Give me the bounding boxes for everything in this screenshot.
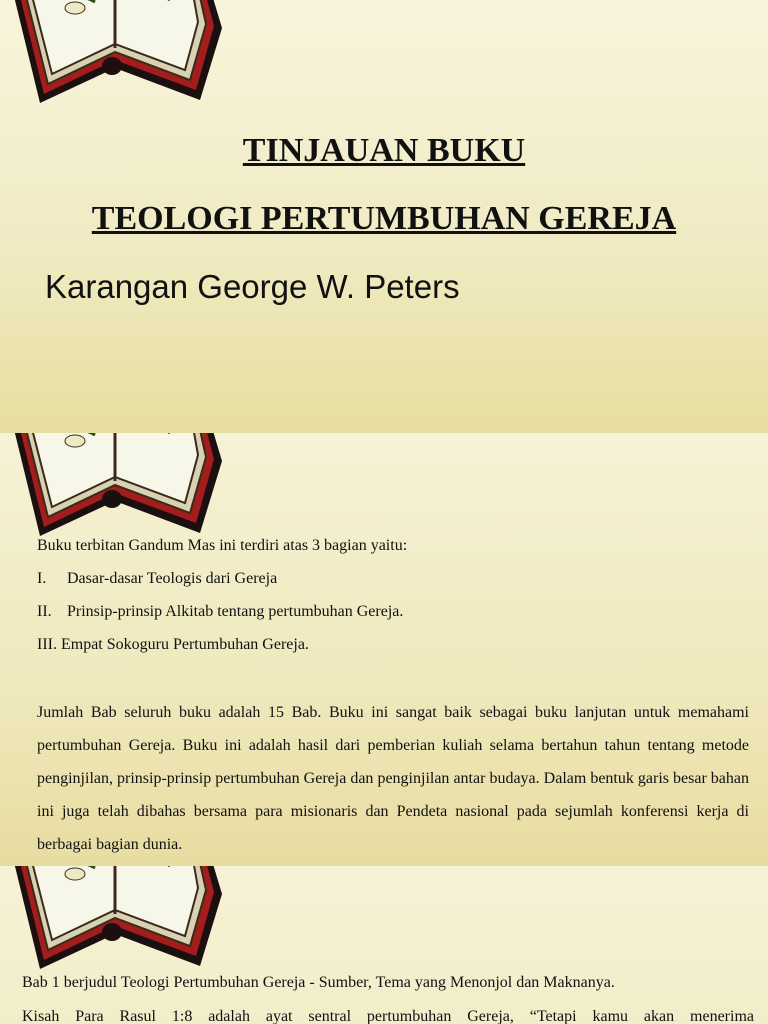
slide-3	[0, 866, 768, 1024]
part-number: II.	[37, 603, 52, 620]
part-text: Prinsip-prinsip Alkitab tentang pertumbuhan Gereja.	[67, 603, 404, 620]
part-text: Empat Sokoguru Pertumbuhan Gereja.	[60, 636, 309, 653]
part-item	[37, 603, 403, 621]
slide-1	[0, 0, 768, 433]
open-book-icon	[0, 433, 230, 546]
slide-2	[0, 433, 768, 866]
part-item	[37, 636, 309, 654]
summary-paragraph: Jumlah Bab seluruh buku adalah 15 Bab. Buku ini sangat baik sebagai buku lanjutan untuk memahami pertumbuhan Gereja. Buku ini adalah hasil dari pemberian kuliah selama bertahun tahun tentang metode penginjilan, prinsip-prinsip pertumbuhan Gereja dan penginjilan antar budaya. Dalam bentuk garis besar bahan ini juga telah dibahas bersama para misionaris dan Pendeta nasional pada sejumlah konferensi kerja di berbagai bagian dunia.	[37, 704, 749, 853]
chapter-heading: Bab 1 berjudul Teologi Pertumbuhan Gereja - Sumber, Tema yang Menonjol dan Maknanya.	[22, 974, 615, 991]
part-number: III.	[37, 636, 57, 653]
chapter-paragraph: Kisah Para Rasul 1:8 adalah ayat sentral pertumbuhan Gereja, “Tetapi kamu akan menerima	[22, 1008, 754, 1024]
intro-text: Buku terbitan Gandum Mas ini terdiri atas 3 bagian yaitu:	[37, 537, 408, 554]
open-book-icon	[0, 0, 230, 113]
title-line-1: TINJAUAN BUKU	[242, 132, 526, 169]
author-byline: Karangan George W. Peters	[45, 268, 460, 305]
part-text: Dasar-dasar Teologis dari Gereja	[67, 570, 278, 587]
part-item	[37, 570, 277, 588]
title-line-2: TEOLOGI PERTUMBUHAN GEREJA	[91, 200, 677, 237]
part-number: I.	[37, 570, 47, 587]
open-book-icon	[0, 866, 230, 979]
